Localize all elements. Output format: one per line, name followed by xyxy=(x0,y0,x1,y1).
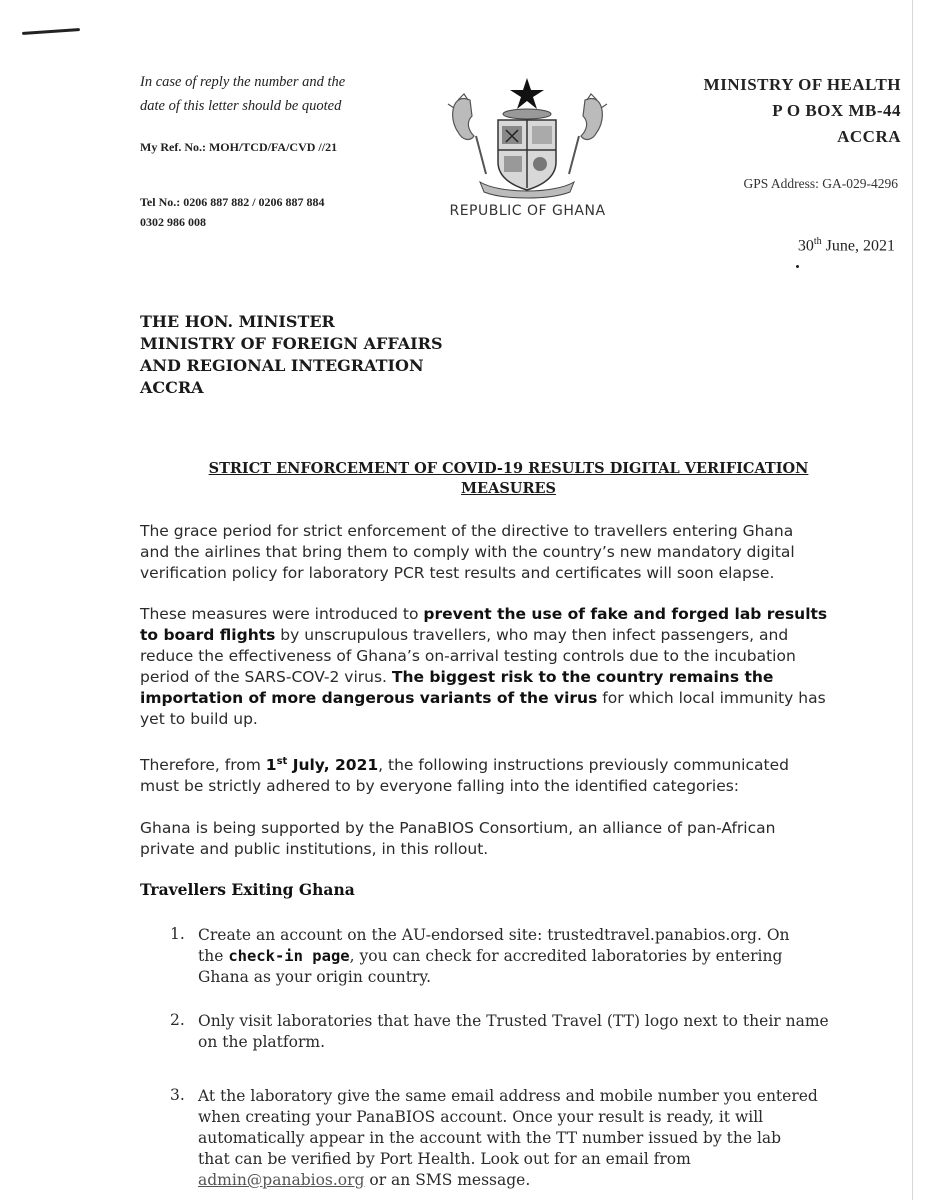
para-text: by unscrupulous travellers, who may then infect passengers, and xyxy=(275,626,789,644)
ghana-coat-of-arms xyxy=(440,70,615,200)
list-line xyxy=(198,946,877,967)
effective-day-suffix: st xyxy=(276,756,288,767)
paragraph-effective-date xyxy=(140,751,877,797)
para-line xyxy=(140,625,877,646)
para-text: for which local immunity has xyxy=(597,689,826,707)
letter-date xyxy=(700,236,895,255)
para-line: private and public institutions, in this rollout. xyxy=(140,840,489,858)
para-line: reduce the effectiveness of Ghana’s on-arrival testing controls due to the incubation xyxy=(140,647,796,665)
para-bold-text: importation of more dangerous variants of the virus xyxy=(140,689,598,707)
coat-of-arms-icon xyxy=(440,70,615,200)
list-number: 3. xyxy=(170,1086,185,1104)
para-text: period of the SARS-COV-2 virus. xyxy=(140,668,392,686)
tel-numbers xyxy=(140,192,325,232)
addressee-block xyxy=(140,311,443,399)
paragraph-panabios xyxy=(140,818,877,860)
scan-speck xyxy=(796,265,799,268)
para-line: verification policy for laboratory PCR test results and certificates will soon elapse. xyxy=(140,564,775,582)
my-ref: My Ref. No.: MOH/TCD/FA/CVD //21 xyxy=(140,140,338,154)
list-line: automatically appear in the account with the TT number issued by the lab xyxy=(198,1129,782,1147)
list-line: that can be verified by Port Health. Look out for an email from xyxy=(198,1150,691,1168)
date-rest: June, 2021 xyxy=(821,237,895,255)
para-bold-text: to board flights xyxy=(140,626,276,644)
reply-note-line1: In case of reply the number and the xyxy=(140,74,346,90)
subject-line2: MEASURES xyxy=(460,480,557,497)
list-bold-text: check-in page xyxy=(228,947,350,965)
para-bold-text: The biggest risk to the country remains the xyxy=(391,668,774,686)
list-text: or an SMS message. xyxy=(364,1171,531,1189)
date-day: 30 xyxy=(797,237,814,255)
tel-line2: 0302 986 008 xyxy=(140,215,206,229)
list-line: At the laboratory give the same email address and mobile number you entered xyxy=(198,1087,818,1105)
date-suffix: th xyxy=(813,236,822,247)
paragraph-grace-period xyxy=(140,521,877,584)
gps-address: GPS Address: GA-029-4296 xyxy=(743,176,898,191)
paragraph-measures xyxy=(140,604,877,730)
effective-month-year: July, 2021 xyxy=(287,756,379,775)
list-text: the xyxy=(198,947,229,965)
para-line: The grace period for strict enforcement of the directive to travellers entering Ghana xyxy=(140,522,794,540)
para-line xyxy=(140,688,877,709)
reply-note-line2: date of this letter should be quoted xyxy=(140,98,342,114)
para-line: yet to build up. xyxy=(140,710,258,728)
list-number: 1. xyxy=(170,925,185,943)
para-bold-text: prevent the use of fake and forged lab results xyxy=(423,605,828,623)
para-line: Ghana is being supported by the PanaBIOS Consortium, an alliance of pan-African xyxy=(140,819,776,837)
ministry-address xyxy=(620,72,901,150)
page-edge xyxy=(912,0,913,1200)
list-line: Create an account on the AU-endorsed site: trustedtravel.panabios.org. On xyxy=(198,926,790,944)
list-number: 2. xyxy=(170,1011,185,1029)
subject-line1: STRICT ENFORCEMENT OF COVID-19 RESULTS DIGITAL VERIFICATION xyxy=(208,460,809,477)
para-text: These measures were introduced to xyxy=(140,605,424,623)
scan-mark xyxy=(22,28,80,35)
addressee-line: THE HON. MINISTER xyxy=(140,312,335,331)
list-item-2 xyxy=(198,1011,877,1053)
addressee-line: AND REGIONAL INTEGRATION xyxy=(140,356,424,375)
list-item-1 xyxy=(198,925,877,988)
list-line: Only visit laboratories that have the Trusted Travel (TT) logo next to their name xyxy=(198,1012,829,1030)
para-line xyxy=(140,667,877,688)
ministry-name: MINISTRY OF HEALTH xyxy=(703,75,901,94)
list-item-3 xyxy=(198,1086,877,1191)
crest-caption: REPUBLIC OF GHANA xyxy=(449,203,606,219)
ministry-city: ACCRA xyxy=(837,127,901,146)
para-line: must be strictly adhered to by everyone falling into the identified categories: xyxy=(140,777,740,796)
section-heading-exiting: Travellers Exiting Ghana xyxy=(140,880,355,899)
para-text: , the following instructions previously communicated xyxy=(378,756,789,775)
list-line xyxy=(198,1170,877,1191)
reply-note xyxy=(140,70,400,118)
list-line: when creating your PanaBIOS account. Once your result is ready, it will xyxy=(198,1108,764,1126)
list-text: , you can check for accredited laboratories by entering xyxy=(349,947,783,965)
para-line xyxy=(140,751,877,776)
list-line: Ghana as your origin country. xyxy=(198,968,432,986)
list-line: on the platform. xyxy=(198,1033,326,1051)
para-line xyxy=(140,604,877,625)
admin-email-link[interactable]: admin@panabios.org xyxy=(198,1171,365,1189)
addressee-line: MINISTRY OF FOREIGN AFFAIRS xyxy=(140,334,443,353)
ministry-po-box: P O BOX MB-44 xyxy=(772,101,901,120)
para-text: Therefore, from xyxy=(140,756,266,775)
letter-subject xyxy=(140,459,877,499)
tel-line1: Tel No.: 0206 887 882 / 0206 887 884 xyxy=(140,195,325,209)
addressee-line: ACCRA xyxy=(140,378,204,397)
effective-day: 1 xyxy=(265,756,277,775)
para-line: and the airlines that bring them to comply with the country’s new mandatory digital xyxy=(140,543,795,561)
